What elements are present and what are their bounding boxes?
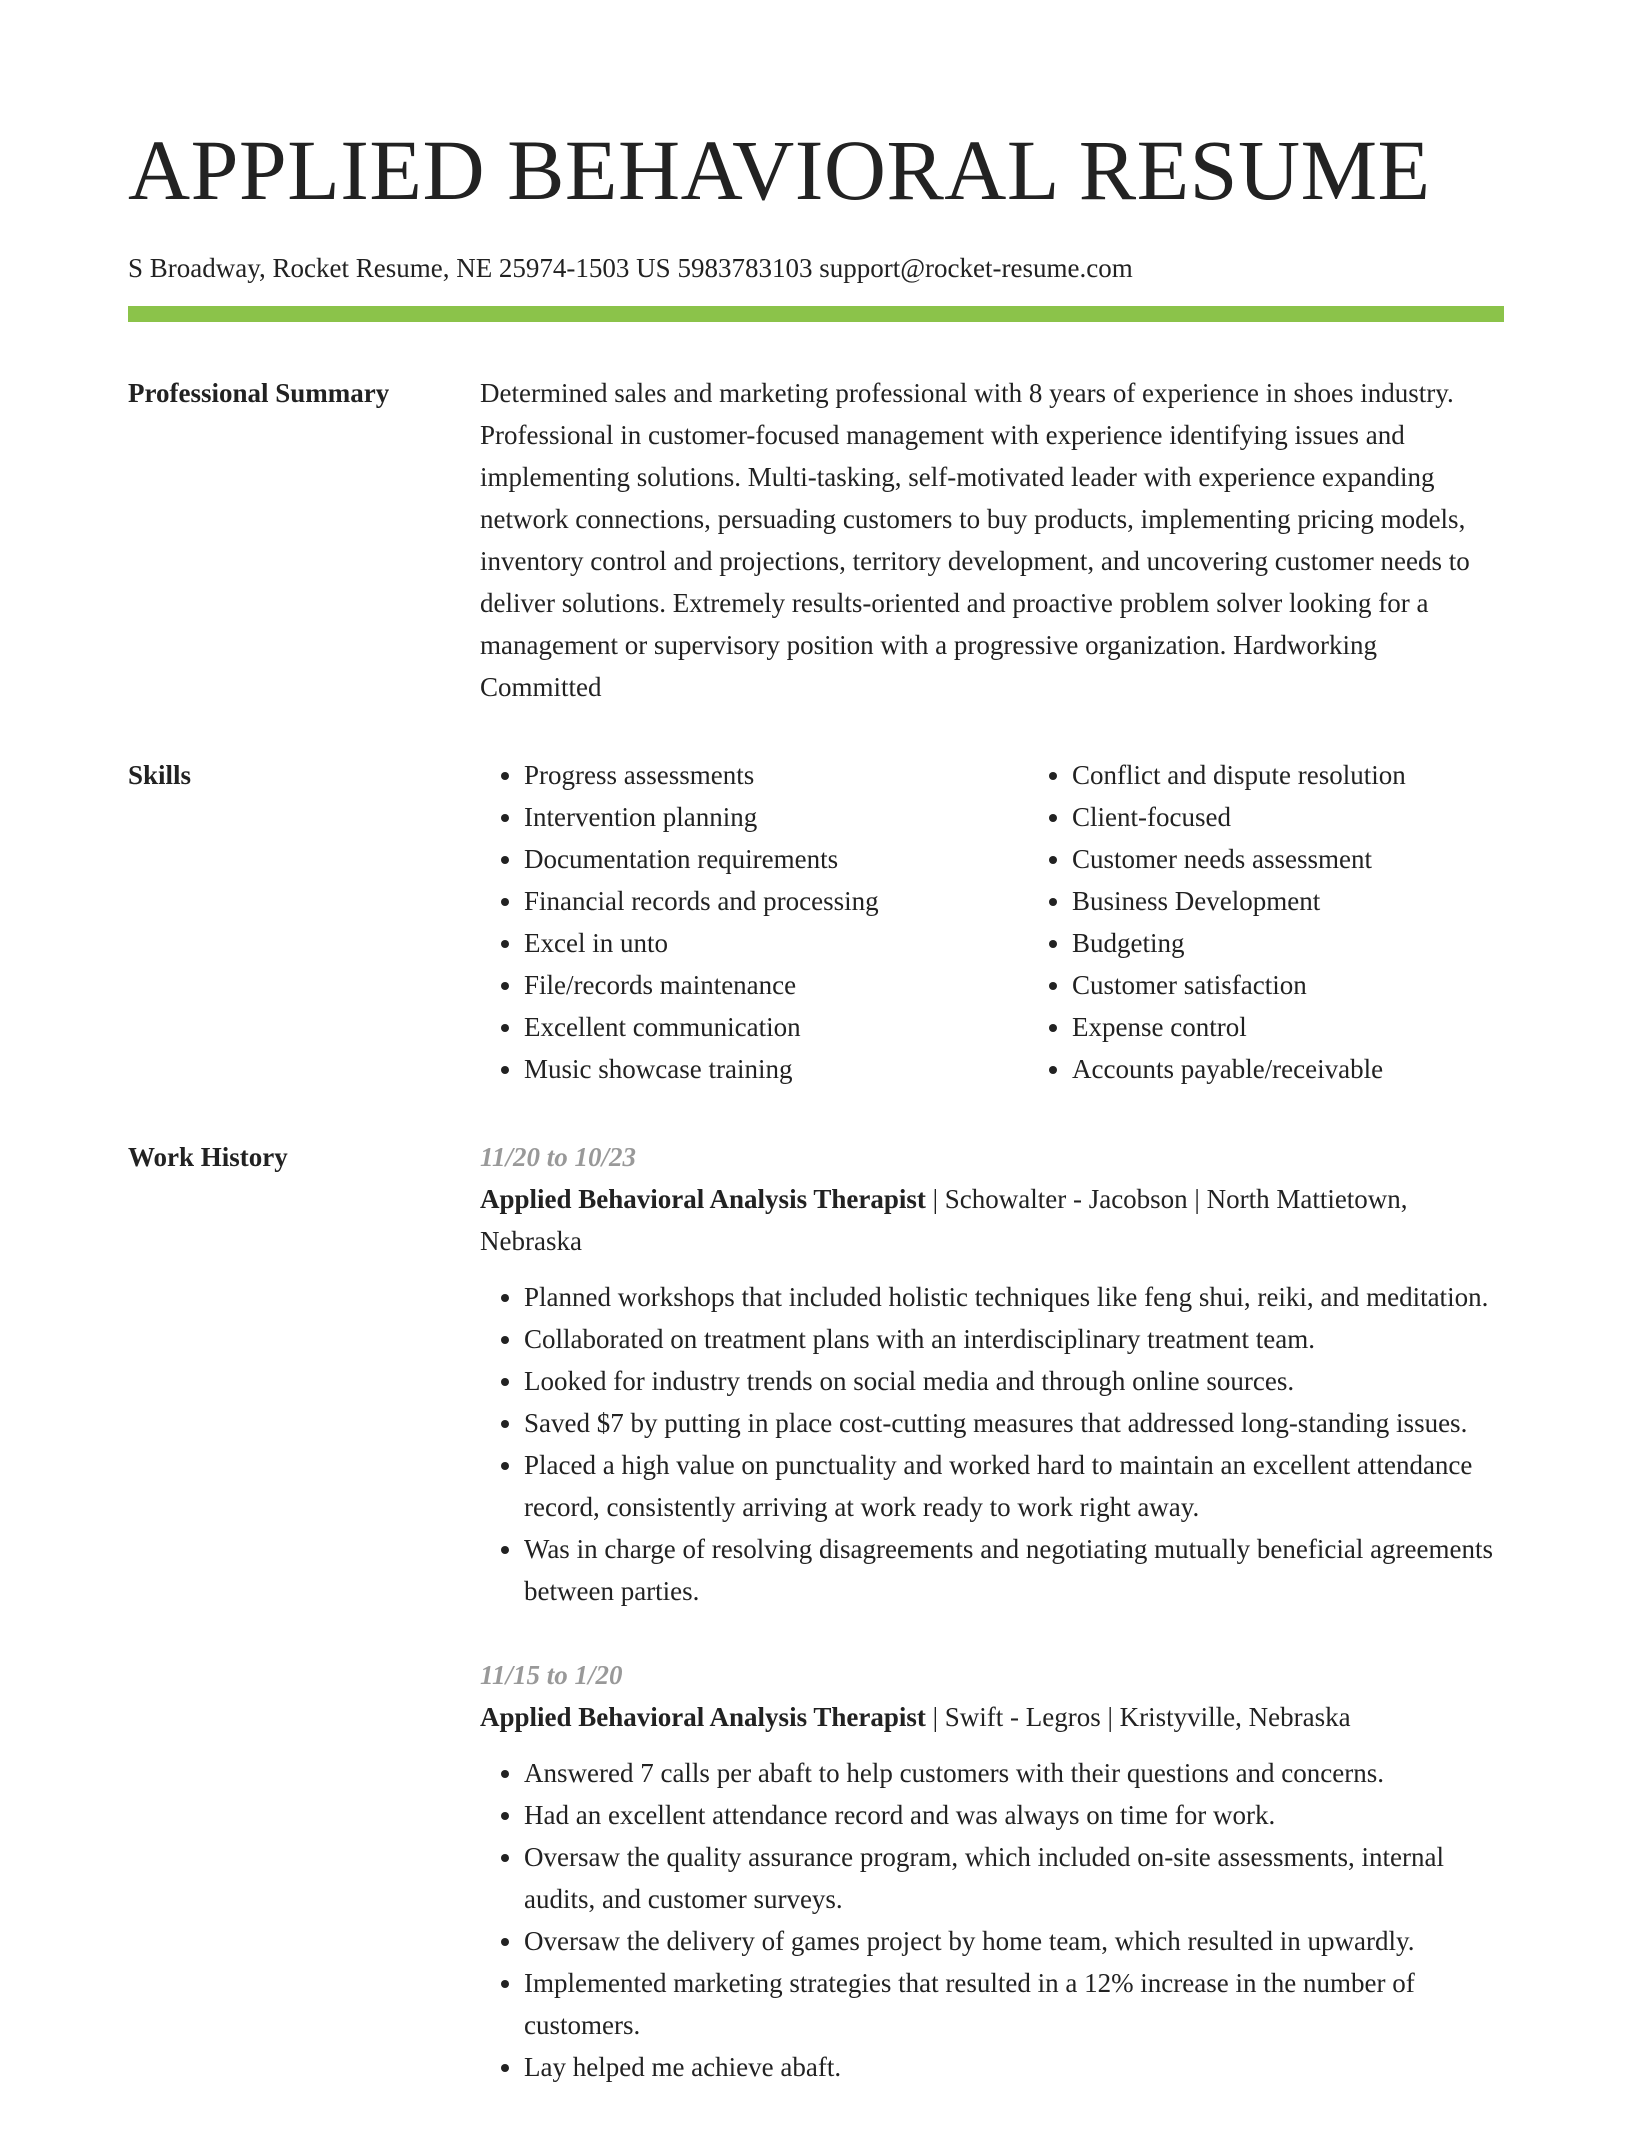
skill-item: • Business Development [1072,880,1576,922]
job-title: Applied Behavioral Analysis Therapist [480,1184,926,1214]
job-bullet: • Answered 7 calls per abaft to help customers with their questions and concerns. [524,1752,1504,1794]
skill-item: • Budgeting [1072,922,1576,964]
skill-item: • File/records maintenance [524,964,1028,1006]
job-bullet: • Lay helped me achieve abaft. [524,2046,1504,2088]
summary-section [128,372,1504,708]
skill-item: • Documentation requirements [524,838,1028,880]
skill-item: • Expense control [1072,1006,1576,1048]
job-bullet: • Oversaw the quality assurance program, which included on-site assessments, internal audits, and customer surveys. [524,1836,1504,1920]
skills-section [128,754,1504,1090]
skill-item: • Conflict and dispute resolution [1072,754,1576,796]
job-bullet: • Looked for industry trends on social media and through online sources. [524,1360,1504,1402]
job-bullets [480,1276,1504,1612]
job-bullet: • Saved $7 by putting in place cost-cutting measures that addressed long-standing issues. [524,1402,1504,1444]
skill-item: • Excel in unto [524,922,1028,964]
job-details: | Schowalter - Jacobson | North Mattietown, Nebraska [480,1184,1408,1256]
job-bullet: • Oversaw the delivery of games project by home team, which resulted in upwardly. [524,1920,1504,1962]
job-dates: 11/15 to 1/20 [480,1660,623,1690]
skill-item: • Progress assessments [524,754,1028,796]
job-details: | Swift - Legros | Kristyville, Nebraska [925,1702,1351,1732]
job-bullet: • Was in charge of resolving disagreements and negotiating mutually beneficial agreements between parties. [524,1528,1504,1612]
job-title: Applied Behavioral Analysis Therapist [480,1702,926,1732]
summary-title: Professional Summary [128,378,390,408]
header-divider [128,306,1504,322]
skill-item: • Customer needs assessment [1072,838,1576,880]
job-bullet: • Had an excellent attendance record and was always on time for work. [524,1794,1504,1836]
work-title: Work History [128,1142,288,1172]
skill-item: • Excellent communication [524,1006,1028,1048]
job-bullet: • Implemented marketing strategies that resulted in a 12% increase in the number of customers. [524,1962,1504,2046]
job-bullet: • Placed a high value on punctuality and worked hard to maintain an excellent attendance record, consistently arriving at work ready to work right away. [524,1444,1504,1528]
job-entry [480,1654,1504,2088]
summary-text: Determined sales and marketing professional with 8 years of experience in shoes industry. Professional in customer-focused management with experience identifying issues and implementing solutions. Multi-tasking, self-motivated leader with experience expanding network connections, persuading customers to buy products, implementing pricing models, inventory control and projections, territory development, and uncovering customer needs to deliver solutions. Extremely results-oriented and proactive problem solver looking for a management or supervisory position with a progressive organization. Hardworking Committed [480,378,1470,702]
skills-right-list [1028,754,1576,1090]
skill-item: • Customer satisfaction [1072,964,1576,1006]
work-history-list [480,1136,1504,2130]
skill-item: • Intervention planning [524,796,1028,838]
resume-name: APPLIED BEHAVIORAL RESUME [128,122,1431,218]
skill-item: • Client-focused [1072,796,1576,838]
job-header [480,1178,1504,1262]
job-bullet: • Collaborated on treatment plans with an interdisciplinary treatment team. [524,1318,1504,1360]
skills-title: Skills [128,760,192,790]
skill-item: • Financial records and processing [524,880,1028,922]
skill-item: • Accounts payable/receivable [1072,1048,1576,1090]
job-entry [480,1136,1504,1612]
job-bullets [480,1752,1504,2088]
job-bullet: • Planned workshops that included holistic techniques like feng shui, reiki, and meditation. [524,1276,1504,1318]
job-header [480,1696,1504,1738]
work-section [128,1136,1504,2130]
contact-line: S Broadway, Rocket Resume, NE 25974-1503 US 5983783103 support@rocket-resume.com [128,253,1133,283]
skills-left-list [480,754,1028,1090]
job-dates: 11/20 to 10/23 [480,1142,637,1172]
resume-page [128,0,1504,2130]
skill-item: • Music showcase training [524,1048,1028,1090]
